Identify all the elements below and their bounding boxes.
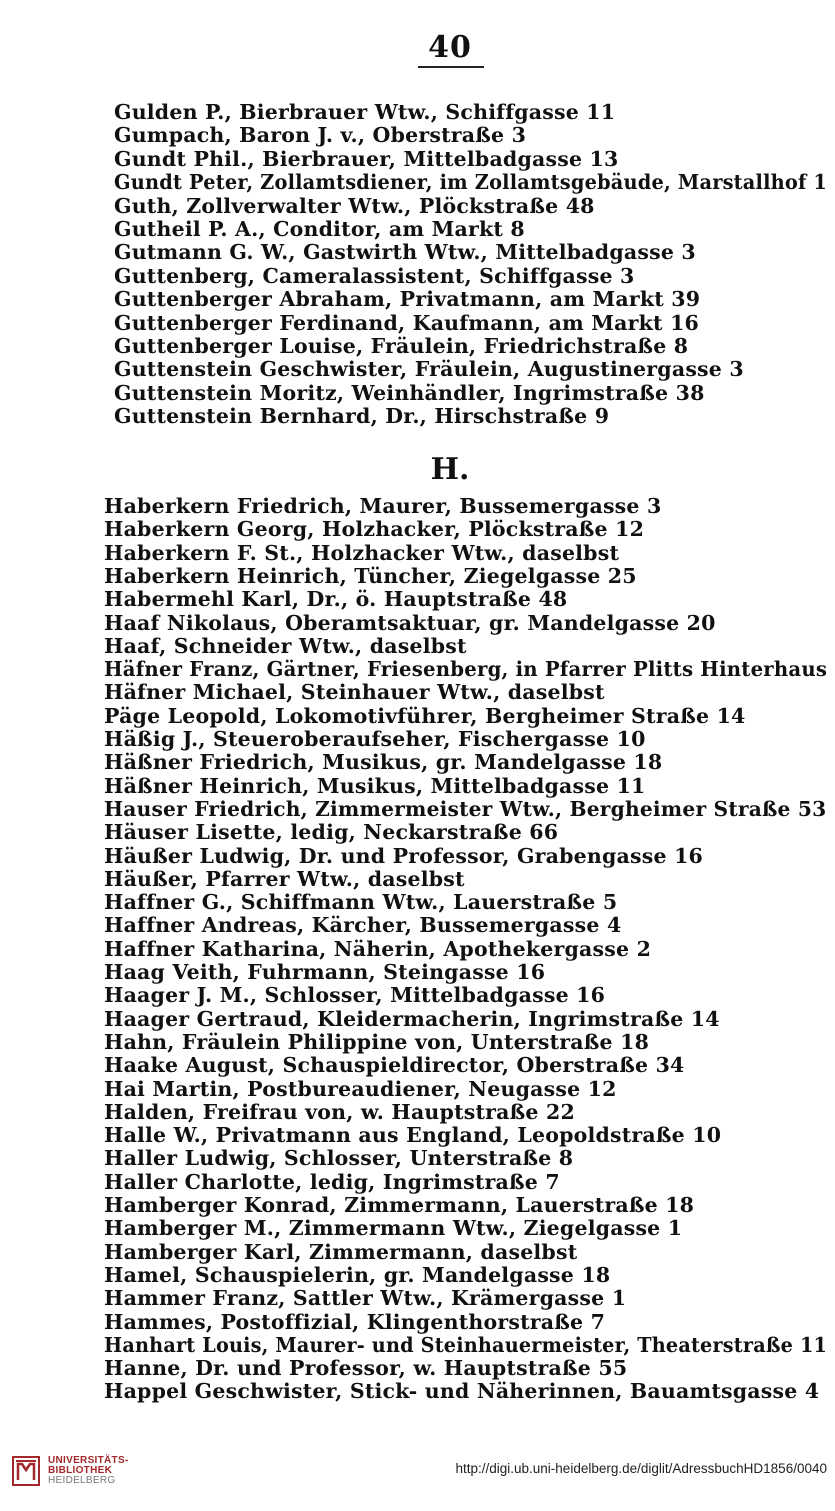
logo-line-2: BIBLIOTHEK	[48, 1465, 113, 1476]
directory-entry: Halle W., Privatmann aus England, Leopoldstraße 10	[104, 1123, 722, 1148]
directory-entry: Guttenstein Moritz, Weinhändler, Ingrimstraße 38	[114, 380, 705, 405]
directory-entry: Haake August, Schauspieldirector, Oberstraße 34	[104, 1053, 685, 1078]
directory-entry: Häußer Ludwig, Dr. und Professor, Grabengasse 16	[104, 843, 704, 868]
directory-entry: Haaf, Schneider Wtw., daselbst	[104, 633, 467, 658]
directory-entry: Häßner Heinrich, Musikus, Mittelbadgasse 11	[104, 773, 646, 798]
directory-entry: Häfner Michael, Steinhauer Wtw., daselbst	[104, 680, 605, 705]
directory-entry: Gundt Peter, Zollamtsdiener, im Zollamtsgebäude, Marstallhof 1	[114, 170, 828, 195]
directory-entry: Haberkern F. St., Holzhacker Wtw., daselbst	[104, 540, 620, 565]
directory-entry: Hanne, Dr. und Professor, w. Hauptstraße 55	[104, 1356, 628, 1381]
directory-entry: Guttenberger Louise, Fräulein, Friedrichstraße 8	[114, 334, 689, 358]
directory-entry: Happel Geschwister, Stick- und Näherinnen, Bauamtsgasse 4	[104, 1379, 820, 1404]
footer	[0, 1442, 835, 1511]
directory-entry: Häßig J., Steueroberaufseher, Fischergasse 10	[104, 727, 646, 751]
directory-entry: Haffner G., Schiffmann Wtw., Lauerstraße 5	[104, 890, 618, 915]
directory-entry: Häßner Friedrich, Musikus, gr. Mandelgasse 18	[104, 750, 663, 775]
directory-entry: Gutmann G. W., Gastwirth Wtw., Mittelbadgasse 3	[114, 240, 696, 265]
logo-line-1: UNIVERSITÄTS-	[48, 1455, 129, 1466]
logo-line-3: HEIDELBERG	[48, 1475, 116, 1486]
directory-entry: Hammer Franz, Sattler Wtw., Krämergasse 1	[104, 1286, 627, 1311]
directory-entry: Hahn, Fräulein Philippine von, Unterstraße 18	[104, 1029, 650, 1054]
directory-entry: Haffner Andreas, Kärcher, Bussemergasse 4	[104, 913, 622, 938]
directory-entry: Häußer, Pfarrer Wtw., daselbst	[104, 866, 465, 891]
directory-entry: Haager J. M., Schlosser, Mittelbadgasse 16	[104, 983, 606, 1008]
directory-entry: Gutheil P. A., Conditor, am Markt 8	[114, 217, 525, 241]
page-number-rule	[418, 66, 484, 68]
directory-entry: Haager Gertraud, Kleidermacherin, Ingrimstraße 14	[104, 1006, 720, 1031]
directory-entry: Haberkern Friedrich, Maurer, Bussemergasse 3	[104, 494, 662, 518]
directory-entry: Haag Veith, Fuhrmann, Steingasse 16	[104, 960, 546, 984]
directory-entry: Haller Charlotte, ledig, Ingrimstraße 7	[104, 1169, 560, 1194]
page-number: 40	[428, 30, 472, 65]
directory-entry: Gundt Phil., Bierbrauer, Mittelbadgasse 13	[114, 146, 619, 171]
directory-entry: Guttenberger Ferdinand, Kaufmann, am Markt 16	[114, 310, 699, 335]
directory-entry: Hamel, Schauspielerin, gr. Mandelgasse 18	[104, 1262, 611, 1287]
directory-entry: Hanhart Louis, Maurer- und Steinhauermeister, Theaterstraße 11	[104, 1332, 828, 1357]
directory-entry: Haffner Katharina, Näherin, Apothekergasse 2	[104, 936, 652, 961]
directory-entry: Haberkern Heinrich, Tüncher, Ziegelgasse 25	[104, 563, 637, 588]
directory-entry: Guttenberger Abraham, Privatmann, am Markt 39	[114, 287, 701, 312]
directory-entry: Gumpach, Baron J. v., Oberstraße 3	[114, 123, 527, 148]
directory-entry: Hai Martin, Postbureaudiener, Neugasse 12	[104, 1076, 617, 1101]
directory-entry: Päge Leopold, Lokomotivführer, Bergheimer Straße 14	[104, 703, 746, 728]
directory-entry: Hamberger M., Zimmermann Wtw., Ziegelgasse 1	[104, 1216, 683, 1241]
directory-entry: Guth, Zollverwalter Wtw., Plöckstraße 48	[114, 193, 595, 218]
directory-entry: Hammes, Postoffizial, Klingenthorstraße 7	[104, 1309, 606, 1334]
directory-entry: Hamberger Karl, Zimmermann, daselbst	[104, 1239, 578, 1264]
section-heading-h: H.	[430, 452, 470, 487]
directory-entry: Häuser Lisette, ledig, Neckarstraße 66	[104, 820, 559, 845]
directory-entry: Hauser Friedrich, Zimmermeister Wtw., Bergheimer Straße 53	[104, 796, 827, 821]
directory-entry: Haller Ludwig, Schlosser, Unterstraße 8	[104, 1146, 574, 1171]
directory-entry: Gulden P., Bierbrauer Wtw., Schiffgasse 11	[114, 100, 616, 124]
university-library-logo-text	[48, 1456, 129, 1486]
directory-entry: Haberkern Georg, Holzhacker, Plöckstraße 12	[104, 517, 645, 542]
directory-entry: Guttenstein Geschwister, Fräulein, Augustinergasse 3	[114, 357, 744, 382]
directory-entry: Haaf Nikolaus, Oberamtsaktuar, gr. Mandelgasse 20	[104, 610, 716, 635]
directory-entry: Hamberger Konrad, Zimmermann, Lauerstraße 18	[104, 1193, 695, 1217]
directory-entry: Häfner Franz, Gärtner, Friesenberg, in Pfarrer Plitts Hinterhaus	[104, 657, 828, 682]
directory-entry: Halden, Freifrau von, w. Hauptstraße 22	[104, 1099, 575, 1124]
source-url-link[interactable]: http://digi.ub.uni-heidelberg.de/diglit/AdressbuchHD1856/0040	[455, 1461, 827, 1476]
university-library-logo-icon	[12, 1456, 40, 1486]
directory-entry: Habermehl Karl, Dr., ö. Hauptstraße 48	[104, 587, 568, 612]
directory-entry: Guttenstein Bernhard, Dr., Hirschstraße 9	[114, 404, 610, 429]
directory-entry: Guttenberg, Cameralassistent, Schiffgasse 3	[114, 263, 635, 288]
